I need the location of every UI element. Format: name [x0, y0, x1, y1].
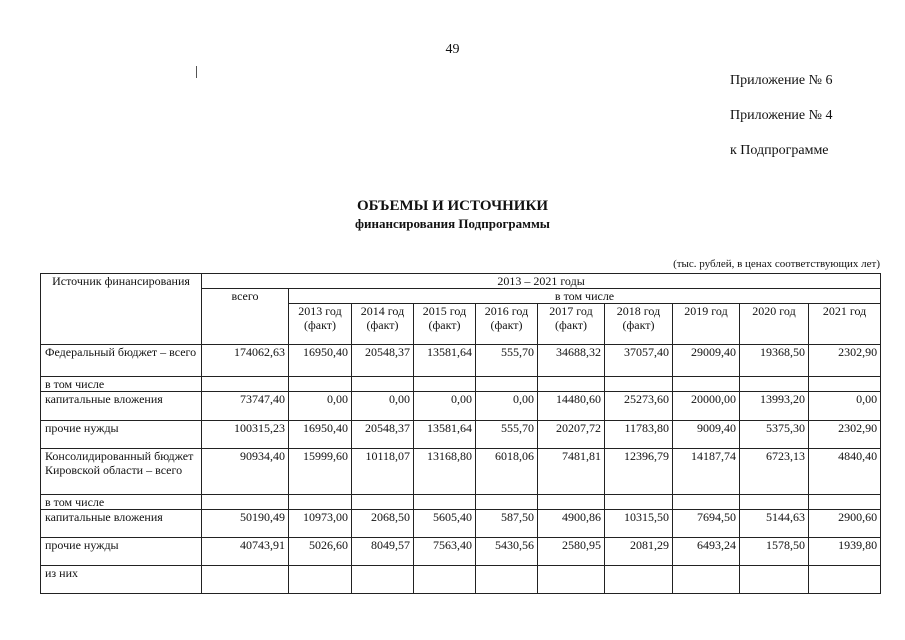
cell-value: 5026,60	[289, 538, 352, 566]
cell-value: 8049,57	[352, 538, 414, 566]
cell-value: 25273,60	[605, 392, 673, 421]
cell-value: 10118,07	[352, 449, 414, 495]
cell-value: 2081,29	[605, 538, 673, 566]
cell-value: 10973,00	[289, 510, 352, 538]
cell-value: 73747,40	[202, 392, 289, 421]
cell-empty	[673, 495, 740, 510]
cell-value: 16950,40	[289, 345, 352, 377]
table-row	[41, 566, 881, 594]
cell-value: 12396,79	[605, 449, 673, 495]
cell-value: 7481,81	[538, 449, 605, 495]
cell-value: 1939,80	[809, 538, 881, 566]
cell-value: 4840,40	[809, 449, 881, 495]
cell-empty	[476, 566, 538, 594]
cell-empty	[538, 566, 605, 594]
header-year: 2013 год (факт)	[289, 304, 352, 345]
header-source: Источник финансирования	[41, 274, 202, 345]
cell-empty	[289, 495, 352, 510]
appendix-line-3: к Подпрограмме	[730, 143, 829, 158]
cell-value: 90934,40	[202, 449, 289, 495]
cell-value: 2302,90	[809, 345, 881, 377]
cell-value: 5605,40	[414, 510, 476, 538]
cell-empty	[202, 566, 289, 594]
cell-empty	[352, 566, 414, 594]
cell-value: 100315,23	[202, 421, 289, 449]
cell-value: 0,00	[414, 392, 476, 421]
cell-empty	[538, 495, 605, 510]
page-number: 49	[445, 42, 460, 57]
cell-empty	[740, 566, 809, 594]
cell-value: 0,00	[352, 392, 414, 421]
cell-value: 13993,20	[740, 392, 809, 421]
cell-value: 16950,40	[289, 421, 352, 449]
cell-value: 29009,40	[673, 345, 740, 377]
financing-table	[40, 273, 881, 594]
cell-empty	[740, 377, 809, 392]
cell-empty	[352, 377, 414, 392]
cell-empty	[538, 377, 605, 392]
cell-empty	[414, 377, 476, 392]
scan-mark	[196, 66, 197, 78]
cell-value: 13581,64	[414, 345, 476, 377]
cell-value: 2302,90	[809, 421, 881, 449]
cell-value: 6723,13	[740, 449, 809, 495]
header-year: 2015 год (факт)	[414, 304, 476, 345]
row-label: капитальные вложения	[41, 510, 202, 538]
cell-value: 0,00	[476, 392, 538, 421]
cell-value: 7563,40	[414, 538, 476, 566]
header-row-period	[41, 274, 881, 289]
header-year: 2016 год (факт)	[476, 304, 538, 345]
cell-value: 5430,56	[476, 538, 538, 566]
header-including: в том числе	[289, 289, 881, 304]
cell-value: 9009,40	[673, 421, 740, 449]
cell-value: 11783,80	[605, 421, 673, 449]
cell-value: 7694,50	[673, 510, 740, 538]
cell-empty	[740, 495, 809, 510]
cell-empty	[202, 377, 289, 392]
cell-empty	[476, 495, 538, 510]
header-year: 2017 год (факт)	[538, 304, 605, 345]
cell-value: 2900,60	[809, 510, 881, 538]
cell-value: 20207,72	[538, 421, 605, 449]
appendix-line-2: Приложение № 4	[730, 108, 833, 123]
header-total: всего	[202, 289, 289, 345]
cell-value: 14187,74	[673, 449, 740, 495]
cell-value: 587,50	[476, 510, 538, 538]
cell-empty	[673, 566, 740, 594]
cell-value: 174062,63	[202, 345, 289, 377]
cell-value: 0,00	[289, 392, 352, 421]
header-year: 2020 год	[740, 304, 809, 345]
header-year: 2018 год (факт)	[605, 304, 673, 345]
row-label: Консолидированный бюджет Кировской области – всего	[41, 449, 202, 495]
cell-empty	[414, 495, 476, 510]
cell-value: 14480,60	[538, 392, 605, 421]
row-label: Федеральный бюджет – всего	[41, 345, 202, 377]
cell-value: 15999,60	[289, 449, 352, 495]
cell-value: 34688,32	[538, 345, 605, 377]
cell-value: 10315,50	[605, 510, 673, 538]
table-row	[41, 421, 881, 449]
cell-value: 20000,00	[673, 392, 740, 421]
cell-value: 5375,30	[740, 421, 809, 449]
row-label: капитальные вложения	[41, 392, 202, 421]
cell-empty	[476, 377, 538, 392]
cell-empty	[605, 377, 673, 392]
cell-empty	[414, 566, 476, 594]
cell-value: 50190,49	[202, 510, 289, 538]
cell-value: 2580,95	[538, 538, 605, 566]
table-row	[41, 377, 881, 392]
row-label: из них	[41, 566, 202, 594]
header-year: 2021 год	[809, 304, 881, 345]
table-row	[41, 345, 881, 377]
cell-empty	[809, 495, 881, 510]
cell-empty	[202, 495, 289, 510]
cell-empty	[809, 566, 881, 594]
cell-value: 19368,50	[740, 345, 809, 377]
table-row	[41, 392, 881, 421]
cell-value: 1578,50	[740, 538, 809, 566]
cell-value: 2068,50	[352, 510, 414, 538]
table-row	[41, 449, 881, 495]
row-label: в том числе	[41, 495, 202, 510]
table-row	[41, 538, 881, 566]
header-year: 2014 год (факт)	[352, 304, 414, 345]
header-period: 2013 – 2021 годы	[202, 274, 881, 289]
cell-value: 5144,63	[740, 510, 809, 538]
cell-empty	[289, 377, 352, 392]
cell-value: 555,70	[476, 345, 538, 377]
cell-value: 13168,80	[414, 449, 476, 495]
document-subtitle: финансирования Подпрограммы	[355, 216, 550, 231]
cell-value: 6018,06	[476, 449, 538, 495]
cell-value: 20548,37	[352, 345, 414, 377]
cell-empty	[352, 495, 414, 510]
cell-empty	[289, 566, 352, 594]
row-label: в том числе	[41, 377, 202, 392]
cell-empty	[673, 377, 740, 392]
cell-value: 6493,24	[673, 538, 740, 566]
row-label: прочие нужды	[41, 538, 202, 566]
table-row	[41, 495, 881, 510]
cell-empty	[605, 495, 673, 510]
cell-value: 555,70	[476, 421, 538, 449]
row-label: прочие нужды	[41, 421, 202, 449]
cell-empty	[605, 566, 673, 594]
appendix-line-1: Приложение № 6	[730, 73, 833, 88]
cell-value: 4900,86	[538, 510, 605, 538]
document-title: ОБЪЕМЫ И ИСТОЧНИКИ	[356, 198, 549, 214]
cell-value: 37057,40	[605, 345, 673, 377]
table-row	[41, 510, 881, 538]
cell-value: 20548,37	[352, 421, 414, 449]
cell-value: 0,00	[809, 392, 881, 421]
units-note: (тыс. рублей, в ценах соответствующих лет)	[673, 258, 880, 270]
header-year: 2019 год	[673, 304, 740, 345]
cell-value: 40743,91	[202, 538, 289, 566]
cell-empty	[809, 377, 881, 392]
cell-value: 13581,64	[414, 421, 476, 449]
